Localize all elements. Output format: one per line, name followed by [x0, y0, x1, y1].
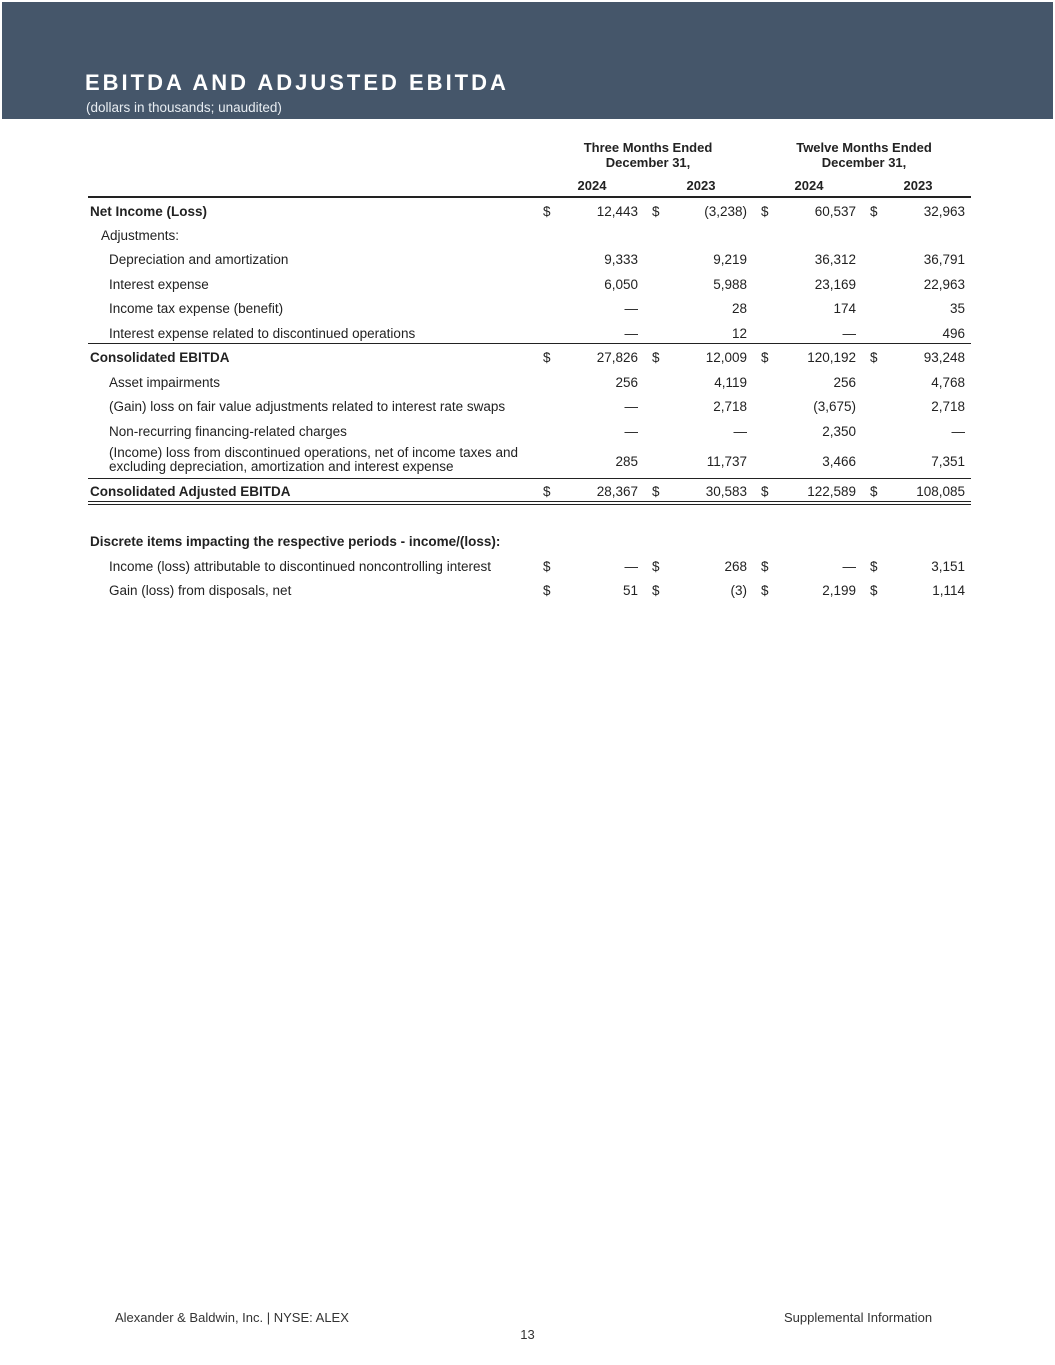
value-cell: 12,009 — [705, 350, 747, 365]
row-label: Interest expense — [109, 277, 209, 292]
row-label: Asset impairments — [109, 375, 221, 390]
value-cell: 256 — [833, 375, 856, 390]
currency-symbol: $ — [652, 204, 660, 219]
table-row — [88, 555, 971, 579]
value-cell: 3,151 — [931, 559, 965, 574]
table-row — [88, 224, 971, 248]
currency-symbol: $ — [870, 583, 878, 598]
currency-symbol: $ — [870, 559, 878, 574]
table-row — [88, 395, 971, 419]
value-cell: 174 — [833, 301, 856, 316]
page-title: EBITDA AND ADJUSTED EBITDA — [85, 70, 509, 95]
value-cell: 120,192 — [807, 350, 856, 365]
value-cell: 3,466 — [822, 454, 856, 469]
value-cell: (3,675) — [813, 399, 856, 414]
value-cell: 256 — [615, 375, 638, 390]
currency-symbol: $ — [652, 583, 660, 598]
currency-symbol: $ — [652, 559, 660, 574]
table-row — [88, 297, 971, 321]
currency-symbol: $ — [543, 204, 551, 219]
value-cell: 9,219 — [713, 252, 747, 267]
value-cell: 28 — [731, 301, 747, 316]
currency-symbol: $ — [543, 350, 551, 365]
column-group-line2: December 31, — [605, 155, 691, 170]
currency-symbol: $ — [870, 204, 878, 219]
value-cell: — — [624, 301, 638, 316]
column-group-line1: Three Months Ended — [583, 140, 713, 155]
table-rule — [88, 478, 971, 479]
table-row — [88, 200, 971, 224]
value-cell: 28,367 — [596, 484, 638, 499]
value-cell: 12 — [731, 326, 747, 341]
value-cell: 36,312 — [814, 252, 856, 267]
table-row — [88, 248, 971, 272]
currency-symbol: $ — [761, 484, 769, 499]
value-cell: 4,119 — [714, 375, 747, 390]
value-cell: 2,199 — [822, 583, 856, 598]
value-cell: 285 — [615, 454, 638, 469]
value-cell: 496 — [942, 326, 965, 341]
row-label — [109, 446, 518, 474]
value-cell: 5,988 — [713, 277, 747, 292]
column-group-line2: December 31, — [821, 155, 907, 170]
value-cell: 23,169 — [814, 277, 856, 292]
value-cell: 108,085 — [916, 484, 965, 499]
value-cell: — — [624, 424, 638, 439]
currency-symbol: $ — [543, 484, 551, 499]
value-cell: — — [624, 399, 638, 414]
currency-symbol: $ — [761, 204, 769, 219]
table-rule — [88, 501, 971, 505]
header-rule — [88, 196, 971, 198]
row-label: Consolidated EBITDA — [90, 350, 230, 365]
value-cell: — — [842, 326, 856, 341]
year-header: 2024 — [794, 178, 824, 193]
row-label-line: (Income) loss from discontinued operations, net of income taxes and — [109, 445, 518, 460]
table-row — [88, 346, 971, 370]
value-cell: 93,248 — [923, 350, 965, 365]
value-cell: 27,826 — [596, 350, 638, 365]
footer-company: Alexander & Baldwin, Inc. | NYSE: ALEX — [115, 1310, 349, 1325]
value-cell: (3,238) — [704, 204, 747, 219]
value-cell: 1,114 — [932, 583, 965, 598]
currency-symbol: $ — [761, 583, 769, 598]
column-group-twelve-months — [774, 140, 954, 170]
table-rule — [88, 343, 971, 344]
row-label: (Gain) loss on fair value adjustments related to interest rate swaps — [109, 399, 506, 414]
value-cell: 60,537 — [814, 204, 856, 219]
row-label: Adjustments: — [101, 228, 180, 243]
value-cell: 122,589 — [807, 484, 856, 499]
value-cell: 268 — [724, 559, 747, 574]
table-row — [88, 579, 971, 603]
value-cell: 51 — [622, 583, 638, 598]
value-cell: 11,737 — [706, 454, 747, 469]
value-cell: 2,718 — [931, 399, 965, 414]
currency-symbol: $ — [870, 350, 878, 365]
value-cell: 32,963 — [923, 204, 965, 219]
value-cell: 12,443 — [596, 204, 638, 219]
column-group-line1: Twelve Months Ended — [796, 140, 932, 155]
value-cell: — — [624, 559, 638, 574]
currency-symbol: $ — [652, 484, 660, 499]
value-cell: — — [624, 326, 638, 341]
value-cell: 2,718 — [713, 399, 747, 414]
row-label-line: excluding depreciation, amortization and interest expense — [109, 459, 454, 474]
table-row — [88, 273, 971, 297]
discrete-heading: Discrete items impacting the respective periods - income/(loss): — [90, 534, 501, 549]
footer-section: Supplemental Information — [784, 1310, 933, 1325]
value-cell: — — [733, 424, 747, 439]
currency-symbol: $ — [870, 484, 878, 499]
year-header: 2023 — [686, 178, 716, 193]
row-label: Income (loss) attributable to discontinued noncontrolling interest — [109, 559, 491, 574]
currency-symbol: $ — [761, 559, 769, 574]
table-row — [88, 420, 971, 444]
row-label: Gain (loss) from disposals, net — [109, 583, 292, 598]
column-group-three-months — [558, 140, 738, 170]
value-cell: 9,333 — [604, 252, 638, 267]
row-label: Non-recurring financing-related charges — [109, 424, 347, 439]
currency-symbol: $ — [761, 350, 769, 365]
value-cell: 35 — [949, 301, 965, 316]
page-subtitle: (dollars in thousands; unaudited) — [86, 100, 282, 115]
discrete-heading-row — [88, 530, 971, 554]
value-cell: 4,768 — [931, 375, 965, 390]
value-cell: (3) — [730, 583, 747, 598]
value-cell: 22,963 — [923, 277, 965, 292]
page-number: 13 — [520, 1327, 535, 1342]
value-cell: 7,351 — [931, 454, 965, 469]
value-cell: — — [842, 559, 856, 574]
row-label: Consolidated Adjusted EBITDA — [90, 484, 291, 499]
value-cell: 30,583 — [705, 484, 747, 499]
value-cell: 6,050 — [604, 277, 638, 292]
row-label: Depreciation and amortization — [109, 252, 289, 267]
currency-symbol: $ — [652, 350, 660, 365]
value-cell: 36,791 — [923, 252, 965, 267]
value-cell: 2,350 — [822, 424, 856, 439]
row-label: Interest expense related to discontinued operations — [109, 326, 416, 341]
year-header: 2023 — [903, 178, 933, 193]
year-header: 2024 — [577, 178, 607, 193]
value-cell: — — [951, 424, 965, 439]
table-row — [88, 371, 971, 395]
currency-symbol: $ — [543, 559, 551, 574]
currency-symbol: $ — [543, 583, 551, 598]
table-row — [88, 444, 971, 478]
row-label: Income tax expense (benefit) — [109, 301, 284, 316]
row-label: Net Income (Loss) — [90, 204, 208, 219]
